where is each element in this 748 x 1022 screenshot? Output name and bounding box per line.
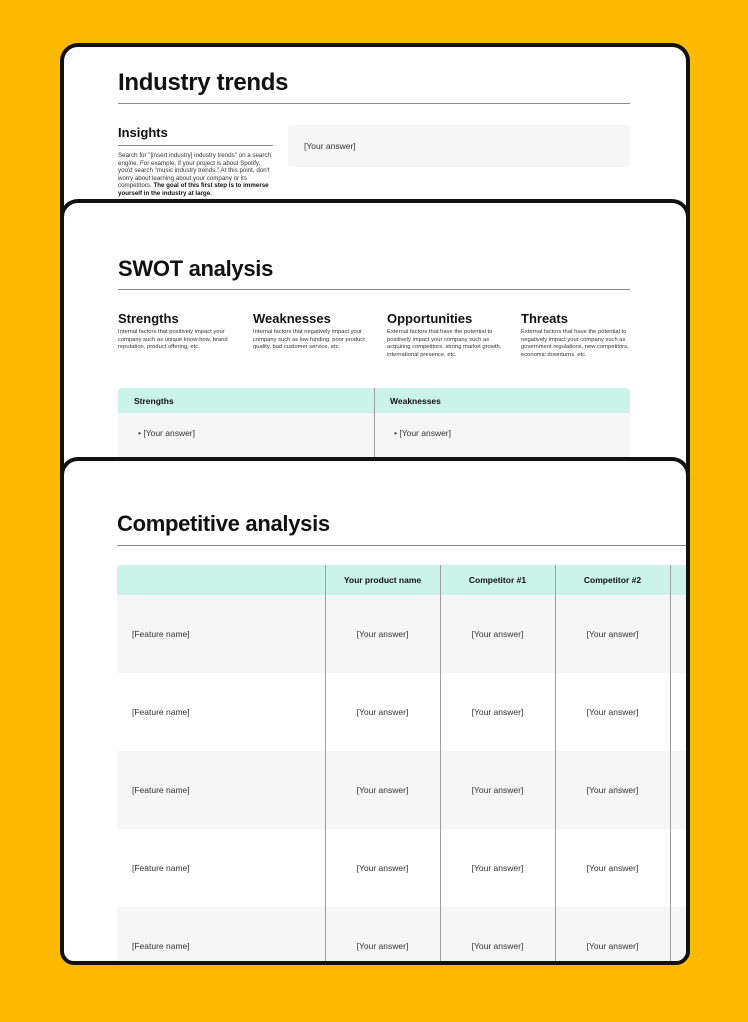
header-your-product: Your product name (343, 575, 422, 585)
swot-column-heading: Strengths (118, 311, 179, 326)
answer-cell[interactable]: [Your answer] (356, 941, 409, 951)
answer-cell[interactable]: [Your answer] (356, 863, 409, 873)
answer-cell[interactable]: [Your answer] (586, 941, 639, 951)
title-divider (118, 103, 630, 104)
swot-column-text: Internal factors that positively impact your company such as unique know-how, brand reputation, product offering, etc. (118, 329, 228, 351)
swot-analysis-card (60, 199, 690, 489)
swot-header-strengths: Strengths (134, 396, 174, 406)
insights-divider (118, 145, 273, 146)
answer-cell[interactable]: [Your answer] (586, 707, 639, 717)
swot-column-text: Internal factors that negatively impact your company such as low funding, poor product quality, bad customer service, etc. (253, 329, 365, 351)
answer-placeholder: [Your answer] (304, 141, 356, 151)
swot-column-heading: Threats (521, 311, 568, 326)
swot-opportunities-column (387, 311, 505, 359)
insights-text: Search for "[insert industry] industry trends" on a search engine. For example, if your project is about Spotify, you'd search "music industry trends." At this point, don't worry about learning about your company or its competitors. (118, 152, 271, 190)
insights-bold-text: The goal of this first step is to immerse yourself in the industry at large. (118, 182, 269, 197)
competitive-analysis-title: Competitive analysis (117, 511, 330, 536)
feature-name-cell[interactable]: [Feature name] (132, 707, 190, 717)
swot-threats-column (521, 311, 639, 359)
answer-cell[interactable]: [Your answer] (356, 707, 409, 717)
feature-name-cell[interactable]: [Feature name] (132, 863, 190, 873)
header-feature (117, 565, 325, 595)
answer-cell[interactable]: [Your answer] (586, 863, 639, 873)
table-row (117, 829, 690, 907)
answer-cell[interactable]: [Your answer] (586, 785, 639, 795)
header-competitor-2: Competitor #2 (583, 575, 642, 585)
column-divider (374, 388, 375, 468)
insights-heading: Insights (118, 125, 168, 140)
strengths-answer-cell[interactable]: • [Your answer] (138, 428, 195, 438)
swot-header-weaknesses: Weaknesses (390, 396, 441, 406)
answer-cell[interactable]: [Your answer] (356, 629, 409, 639)
answer-cell[interactable]: [Your answer] (586, 629, 639, 639)
weaknesses-answer-cell[interactable]: • [Your answer] (394, 428, 451, 438)
swot-table (118, 388, 630, 468)
column-divider (440, 565, 441, 965)
competitive-analysis-card (60, 457, 690, 965)
answer-cell[interactable]: [Your answer] (471, 941, 524, 951)
header-competitor-1: Competitor #1 (468, 575, 527, 585)
swot-title: SWOT analysis (118, 256, 274, 281)
answer-cell[interactable]: [Your answer] (356, 785, 409, 795)
industry-trends-title: Industry trends (118, 69, 289, 96)
swot-weaknesses-column (253, 311, 371, 352)
column-divider (670, 565, 671, 965)
answer-cell[interactable]: [Your answer] (471, 629, 524, 639)
competitive-table-header (117, 565, 690, 595)
answer-cell[interactable]: [Your answer] (471, 863, 524, 873)
column-divider (325, 565, 326, 965)
table-row (117, 595, 690, 673)
swot-strengths-column (118, 311, 236, 352)
column-divider (555, 565, 556, 965)
table-row (117, 907, 690, 965)
table-row (117, 673, 690, 751)
title-divider (118, 289, 630, 290)
competitive-table (117, 565, 690, 965)
insights-answer-field[interactable] (288, 125, 630, 167)
swot-column-text: External factors that have the potential to positively impact your company such as acquiring competitors, strong market growth, international presence, etc. (387, 329, 502, 358)
title-divider (117, 545, 690, 546)
feature-name-cell[interactable]: [Feature name] (132, 629, 190, 639)
feature-name-cell[interactable]: [Feature name] (132, 785, 190, 795)
insights-description (118, 152, 274, 198)
swot-column-text: External factors that have the potential to negatively impact your company such as government regulations, new competitors, economic downturns, etc. (521, 329, 629, 358)
swot-column-heading: Weaknesses (253, 311, 331, 326)
answer-cell[interactable]: [Your answer] (471, 707, 524, 717)
answer-cell[interactable]: [Your answer] (471, 785, 524, 795)
swot-column-heading: Opportunities (387, 311, 473, 326)
table-row (117, 751, 690, 829)
feature-name-cell[interactable]: [Feature name] (132, 941, 190, 951)
